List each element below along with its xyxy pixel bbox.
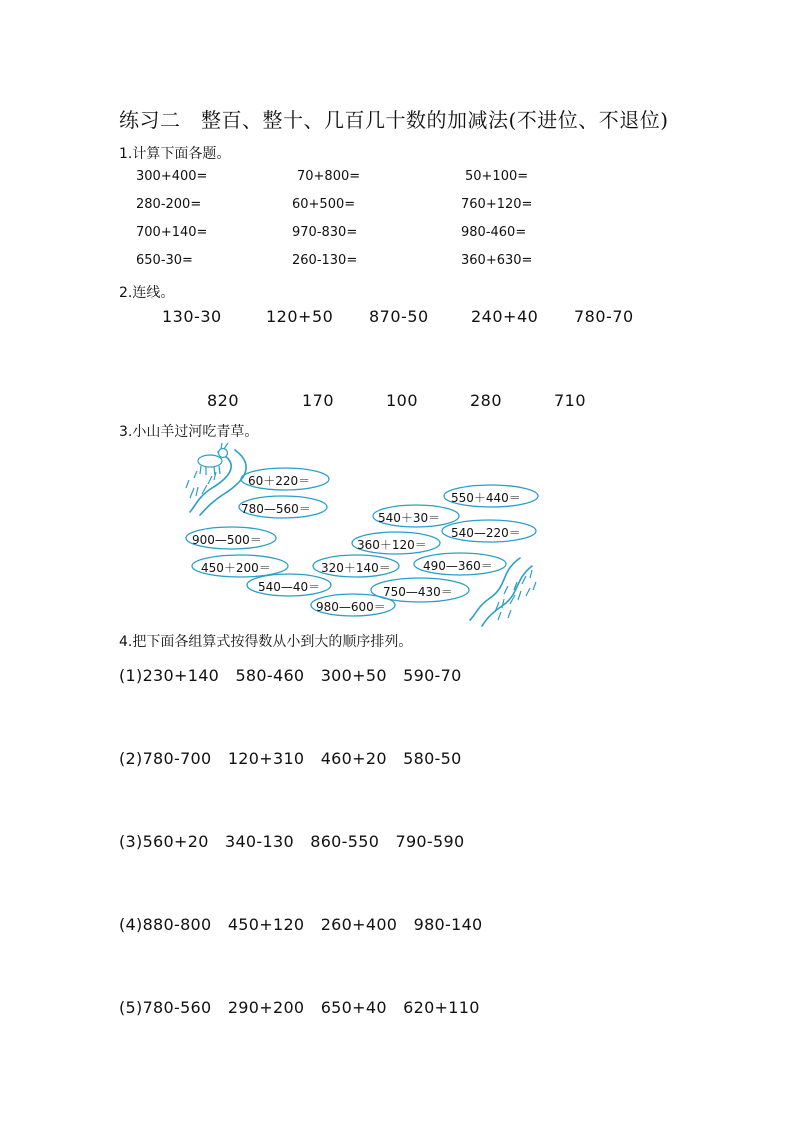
match-bottom-item[interactable]: 170 bbox=[302, 391, 335, 410]
q1-heading: 1.计算下面各题。 bbox=[119, 146, 231, 162]
stone-equation[interactable]: 60＋220＝ bbox=[248, 474, 311, 488]
stone-equation[interactable]: 320＋140＝ bbox=[321, 561, 391, 575]
stone-equation[interactable]: 490—360＝ bbox=[423, 559, 493, 573]
q1-item: 50+100= bbox=[465, 169, 529, 184]
order-group: (4)880-800 450+120 260+400 980-140 bbox=[119, 915, 483, 934]
q2-heading: 2.连线。 bbox=[119, 285, 175, 301]
q4-heading: 4.把下面各组算式按得数从小到大的顺序排列。 bbox=[119, 634, 413, 650]
q1-item: 280-200= bbox=[136, 197, 202, 212]
stone-equation[interactable]: 900—500＝ bbox=[192, 533, 262, 547]
stone-equation[interactable]: 980—600＝ bbox=[316, 600, 386, 614]
q1-item: 260-130= bbox=[292, 253, 358, 268]
stone-equation[interactable]: 750—430＝ bbox=[383, 585, 453, 599]
q1-item: 700+140= bbox=[136, 225, 208, 240]
order-group: (3)560+20 340-130 860-550 790-590 bbox=[119, 832, 465, 851]
q3-heading: 3.小山羊过河吃青草。 bbox=[119, 424, 259, 440]
page-title: 练习二 整百、整十、几百几十数的加减法(不进位、不退位) bbox=[119, 108, 669, 132]
order-group: (1)230+140 580-460 300+50 590-70 bbox=[119, 666, 462, 685]
match-top-item[interactable]: 120+50 bbox=[266, 307, 334, 326]
q1-item: 970-830= bbox=[292, 225, 358, 240]
goat-icon bbox=[198, 443, 228, 475]
q1-item: 60+500= bbox=[292, 197, 356, 212]
match-top-item[interactable]: 870-50 bbox=[369, 307, 429, 326]
order-group: (5)780-560 290+200 650+40 620+110 bbox=[119, 998, 480, 1017]
q1-item: 70+800= bbox=[297, 169, 361, 184]
match-bottom-item[interactable]: 100 bbox=[386, 391, 419, 410]
stone-equation[interactable]: 360＋120＝ bbox=[357, 538, 427, 552]
stone-equation[interactable]: 450＋200＝ bbox=[201, 561, 271, 575]
order-group: (2)780-700 120+310 460+20 580-50 bbox=[119, 749, 462, 768]
match-top-item[interactable]: 130-30 bbox=[162, 307, 222, 326]
match-bottom-item[interactable]: 280 bbox=[470, 391, 503, 410]
q1-item: 980-460= bbox=[461, 225, 527, 240]
stone-equation[interactable]: 540—40＝ bbox=[258, 580, 321, 594]
match-bottom-item[interactable]: 820 bbox=[207, 391, 240, 410]
stone-equation[interactable]: 550＋440＝ bbox=[451, 491, 521, 505]
stone-equation[interactable]: 540＋30＝ bbox=[378, 511, 441, 525]
stone-equation[interactable]: 540—220＝ bbox=[451, 526, 521, 540]
match-top-item[interactable]: 240+40 bbox=[471, 307, 539, 326]
q1-item: 650-30= bbox=[136, 253, 193, 268]
match-top-item[interactable]: 780-70 bbox=[574, 307, 634, 326]
q1-item: 760+120= bbox=[461, 197, 533, 212]
q1-item: 300+400= bbox=[136, 169, 208, 184]
stone-equation[interactable]: 780—560＝ bbox=[241, 502, 311, 516]
q1-item: 360+630= bbox=[461, 253, 533, 268]
match-bottom-item[interactable]: 710 bbox=[554, 391, 587, 410]
